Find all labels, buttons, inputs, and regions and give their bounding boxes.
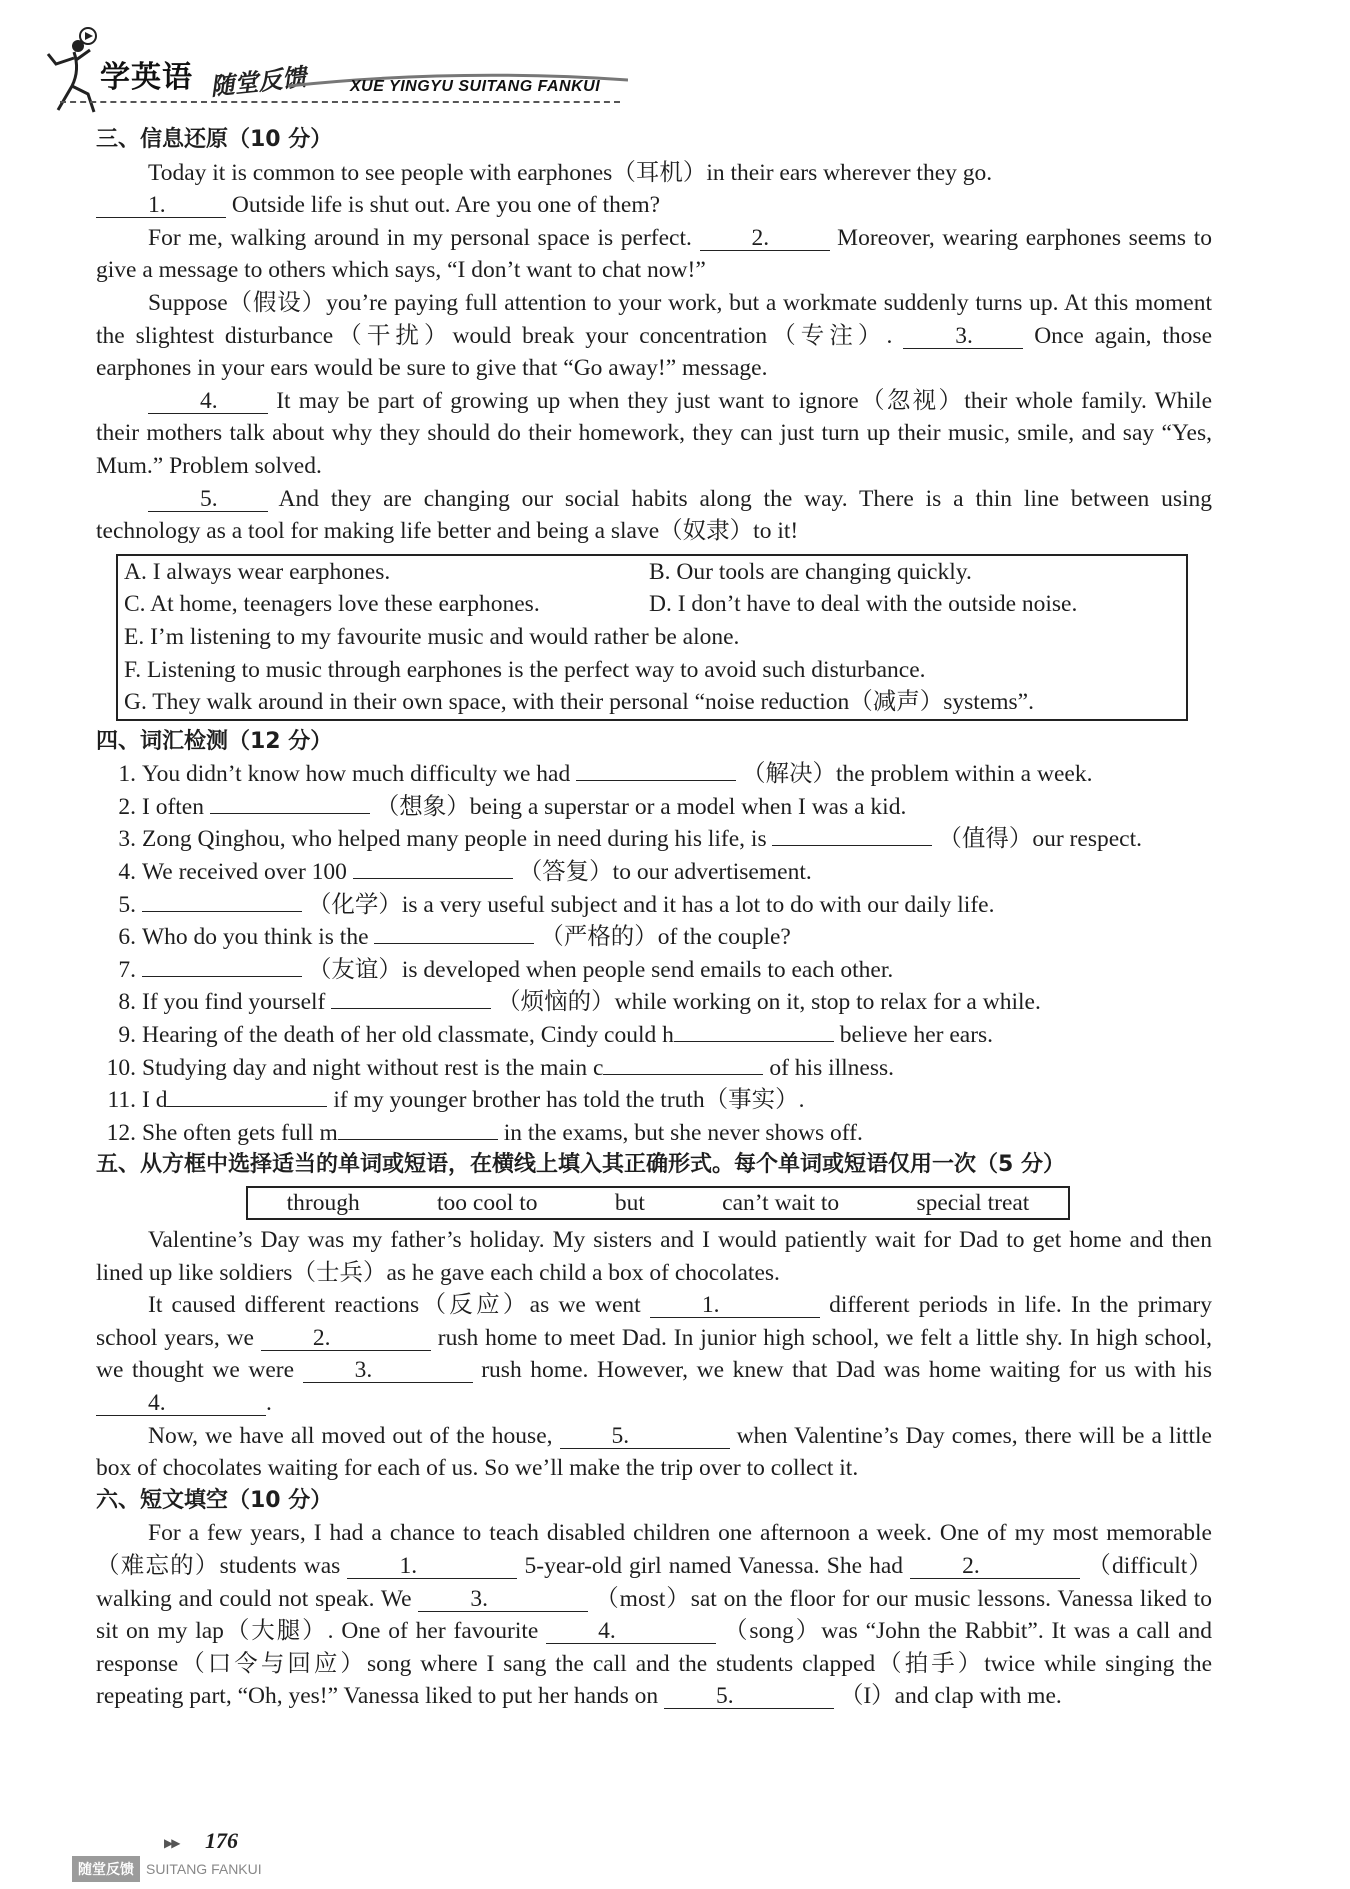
- vocab-blank[interactable]: [674, 1041, 834, 1042]
- word-bank-item: can’t wait to: [722, 1190, 840, 1216]
- sec3-text: And they are changing our social habits along the way. There is a thin line between using technology as a tool for making life better and being a slave（奴隶）to it!: [96, 485, 1212, 545]
- sec5-text: rush home to meet Dad. In junior high school, we felt a little shy. In high school, we thought we were: [96, 1324, 1212, 1384]
- vocab-blank[interactable]: [772, 845, 932, 846]
- section-6-heading: 六、短文填空（10 分）: [96, 1487, 333, 1513]
- sec5-text: different periods in life. In the primary school years, we: [96, 1292, 1212, 1351]
- vocab-item: [96, 954, 1212, 987]
- vocab-item: [96, 1084, 1212, 1117]
- sec3-text: Outside life is shut out. Are you one of them?: [226, 192, 661, 219]
- vocab-text-b: believe her ears.: [833, 1022, 994, 1049]
- header-title-cn: 学英语: [100, 60, 193, 95]
- vocab-text-a: I d: [142, 1087, 168, 1114]
- vocab-blank[interactable]: [374, 943, 534, 944]
- vocab-text-a: Zong Qinghou, who helped many people in need during his life, is: [142, 826, 773, 853]
- word-bank-item: special treat: [916, 1190, 1030, 1216]
- sec6-text: （most）sat on the floor for our music lessons. Vanessa liked to sit on my lap（大腿）. One of her favourite: [96, 1585, 1212, 1645]
- sec5-blank-5[interactable]: 5.: [560, 1424, 730, 1449]
- sec6-text: （difficult）walking and could not speak. We: [96, 1552, 1213, 1612]
- footer-tag: [72, 1856, 262, 1882]
- sec3-blank-5[interactable]: 5.: [148, 487, 268, 512]
- sec3-blank-1[interactable]: 1.: [96, 193, 226, 218]
- sec5-text: when Valentine’s Day comes, there will be a little box of chocolates waiting for each of us. So we’ll make the trip over to collect it.: [96, 1422, 1212, 1482]
- sec5-blank-4[interactable]: 4.: [96, 1391, 266, 1416]
- vocab-blank[interactable]: [142, 911, 302, 912]
- vocab-item: [96, 986, 1212, 1019]
- sec3-paragraph-5: [96, 483, 1212, 548]
- footer-tag-cn: 随堂反馈: [72, 1856, 140, 1882]
- sec6-blank-2[interactable]: 2.: [910, 1554, 1080, 1579]
- section-4-heading: 四、词汇检测（12 分）: [96, 728, 333, 754]
- sec5-blank-3[interactable]: 3.: [303, 1358, 473, 1383]
- vocab-text: [142, 889, 1212, 922]
- sec6-blank-1[interactable]: 1.: [347, 1554, 517, 1579]
- vocab-number: 2.: [118, 793, 136, 820]
- page-number: 176: [205, 1828, 238, 1853]
- word-bank-box: [246, 1186, 1070, 1220]
- vocab-text: [142, 1052, 1212, 1085]
- sec5-paragraph-2: [96, 1289, 1212, 1419]
- vocab-item: [96, 921, 1212, 954]
- vocab-text: [142, 921, 1212, 954]
- vocab-blank[interactable]: [167, 1106, 327, 1107]
- sec3-blank-4[interactable]: 4.: [148, 389, 268, 414]
- sec5-paragraph-3: [96, 1420, 1212, 1485]
- sec3-text: For me, walking around in my personal space is perfect.: [148, 224, 700, 251]
- vocab-item: [96, 1117, 1212, 1150]
- vocab-item: [96, 1052, 1212, 1085]
- options-row: [124, 556, 1186, 589]
- vocab-number: 1.: [118, 761, 136, 788]
- vocab-number: 3.: [118, 826, 136, 853]
- vocab-number: 10.: [106, 1054, 136, 1081]
- sec5-blank-1[interactable]: 1.: [650, 1293, 820, 1318]
- sec6-paragraph: [96, 1517, 1212, 1713]
- vocab-text-b: （答复）to our advertisement.: [512, 859, 812, 886]
- vocab-text-a: Studying day and night without rest is the main c: [142, 1054, 604, 1081]
- vocab-number: 12.: [106, 1119, 136, 1146]
- sec3-text: Today it is common to see people with earphones（耳机）in their ears wherever they go.: [148, 159, 993, 186]
- vocab-blank[interactable]: [331, 1008, 491, 1009]
- vocab-text: [142, 1117, 1212, 1150]
- vocab-item: [96, 856, 1212, 889]
- section-5-heading: 五、从方框中选择适当的单词或短语，在横线上填入其正确形式。每个单词或短语仅用一次（5 分）: [96, 1152, 1065, 1178]
- vocab-number: 9.: [118, 1022, 136, 1049]
- vocab-text: [142, 986, 1212, 1019]
- page-arrow-icon: ▶▶: [164, 1836, 179, 1850]
- vocab-text: [142, 1019, 1212, 1052]
- sec5-text: rush home. However, we knew that Dad was home waiting for us with his: [472, 1357, 1212, 1384]
- sec5-paragraph-1: Valentine’s Day was my father’s holiday. My sisters and I would patiently wait for Dad to get home and then lined up like soldiers（士兵）as he gave each child a box of chocolates.: [96, 1227, 1212, 1286]
- sec3-text: Suppose（假设）you’re paying full attention to your work, but a workmate suddenly turns up. At this moment the slightest disturbance（干扰）would break your concentration（专注）.: [96, 289, 1212, 349]
- vocab-text-b: of his illness.: [763, 1054, 895, 1081]
- sec3-blank-2[interactable]: 2.: [700, 226, 830, 251]
- vocab-item: [96, 1019, 1212, 1052]
- vocab-text-b: （烦恼的）while working on it, stop to relax for a while.: [491, 989, 1041, 1016]
- word-bank-item: through: [286, 1190, 360, 1216]
- vocab-text: [142, 823, 1212, 856]
- sec6-blank-3[interactable]: 3.: [418, 1587, 588, 1612]
- vocab-text-b: （化学）is a very useful subject and it has a lot to do with our daily life.: [302, 891, 995, 918]
- section-3-heading: 三、信息还原（10 分）: [96, 127, 333, 152]
- sec3-paragraph-2: [96, 222, 1212, 287]
- vocab-text-b: （严格的）of the couple?: [534, 924, 791, 951]
- vocab-text-b: （值得）our respect.: [932, 826, 1142, 853]
- vocab-number: 5.: [118, 891, 136, 918]
- sec3-blank-3[interactable]: 3.: [903, 324, 1023, 349]
- vocab-text-a: If you find yourself: [142, 989, 332, 1016]
- vocab-text-a: Who do you think is the: [142, 924, 375, 951]
- vocab-item: [96, 889, 1212, 922]
- sec5-text: .: [266, 1389, 272, 1416]
- sec3-text: Once again, those earphones in your ears would be sure to give that “Go away!” message.: [96, 322, 1213, 382]
- vocab-number: 8.: [118, 989, 136, 1016]
- header-subtitle-cn: 随堂反馈: [209, 63, 308, 101]
- vocab-blank[interactable]: [142, 976, 302, 977]
- vocab-text-b: （友谊）is developed when people send emails to each other.: [302, 956, 894, 983]
- vocab-list: [96, 758, 1212, 1149]
- vocab-text: [142, 954, 1212, 987]
- option-g: G. They walk around in their own space, with their personal “noise reduction（减声）systems”.: [124, 689, 1034, 716]
- vocab-number: 11.: [107, 1087, 136, 1114]
- sec6-blank-4[interactable]: 4.: [546, 1619, 716, 1644]
- vocab-text-a: She often gets full m: [142, 1119, 338, 1146]
- vocab-text-b: in the exams, but she never shows off.: [497, 1119, 863, 1146]
- sec3-paragraph-4: [96, 385, 1212, 483]
- vocab-text-a: You didn’t know how much difficulty we had: [142, 761, 577, 788]
- sec6-text: For a few years, I had a chance to teach disabled children one afternoon a week. One of my most memorable（难忘的）students was: [96, 1520, 1212, 1579]
- option-b: B. Our tools are changing quickly.: [649, 558, 972, 585]
- vocab-number: 4.: [118, 859, 136, 886]
- vocab-blank[interactable]: [603, 1074, 763, 1075]
- sec3-text: It may be part of growing up when they just want to ignore（忽视）their whole family. While their mothers talk about why they should do their homework, they can just turn up their music, smile, and say “Yes, Mum.” Problem solved.: [96, 387, 1212, 479]
- sec3-paragraph-3: [96, 287, 1212, 385]
- vocab-text-a: Hearing of the death of her old classmate, Cindy could h: [142, 1022, 674, 1049]
- vocab-text: [142, 791, 1212, 824]
- option-a: A. I always wear earphones.: [124, 558, 391, 585]
- options-row: [124, 588, 1186, 621]
- vocab-item: [96, 823, 1212, 856]
- vocab-item: [96, 758, 1212, 791]
- footer-tag-en: SUITANG FANKUI: [146, 1861, 262, 1877]
- vocab-text: [142, 1084, 1212, 1117]
- vocab-number: 7.: [118, 956, 136, 983]
- sec3-paragraph-1: [96, 157, 1212, 222]
- vocab-text: [142, 856, 1212, 889]
- vocab-text-a: We received over 100: [142, 859, 353, 886]
- sec6-text: （I）and clap with me.: [833, 1683, 1062, 1710]
- vocab-text-b: （想象）being a superstar or a model when I was a kid.: [369, 793, 907, 820]
- option-d: D. I don’t have to deal with the outside noise.: [649, 591, 1078, 618]
- vocab-number: 6.: [118, 924, 136, 951]
- vocab-blank[interactable]: [210, 813, 370, 814]
- page-content: [96, 124, 1212, 1713]
- vocab-text: [142, 758, 1212, 791]
- word-bank-item: too cool to: [437, 1190, 538, 1216]
- vocab-text-b: （解决）the problem within a week.: [736, 761, 1093, 788]
- header-divider: [60, 101, 620, 103]
- vocab-item: [96, 791, 1212, 824]
- option-e: E. I’m listening to my favourite music and would rather be alone.: [124, 623, 740, 650]
- sec5-text: It caused different reactions（反应）as we went: [148, 1292, 650, 1319]
- sec6-text: （song）was “John the Rabbit”. It was a call and response（口令与回应）song where I sang the call and the students clapped（拍手）twice while singing the repeating part, “Oh, yes!” Vanessa liked to put her hands on: [96, 1618, 1212, 1710]
- option-f: F. Listening to music through earphones is the perfect way to avoid such disturbance.: [124, 656, 926, 683]
- word-bank-item: but: [614, 1190, 645, 1216]
- options-box: [116, 554, 1188, 721]
- sec6-text: 5-year-old girl named Vanessa. She had: [517, 1552, 911, 1579]
- vocab-blank[interactable]: [353, 878, 513, 879]
- vocab-blank[interactable]: [338, 1139, 498, 1140]
- vocab-text-a: I often: [142, 793, 210, 820]
- sec5-blank-2[interactable]: 2.: [261, 1326, 431, 1351]
- header-title-en: XUE YINGYU SUITANG FANKUI: [350, 78, 601, 95]
- option-c: C. At home, teenagers love these earphones.: [124, 591, 540, 618]
- vocab-text-b: if my younger brother has told the truth（事实）.: [327, 1087, 805, 1114]
- sec6-blank-5[interactable]: 5.: [664, 1684, 834, 1709]
- sec5-text: Now, we have all moved out of the house,: [148, 1422, 560, 1449]
- sec3-text: Moreover, wearing earphones seems to give a message to others which says, “I don’t want to chat now!”: [96, 224, 1213, 284]
- vocab-blank[interactable]: [576, 780, 736, 781]
